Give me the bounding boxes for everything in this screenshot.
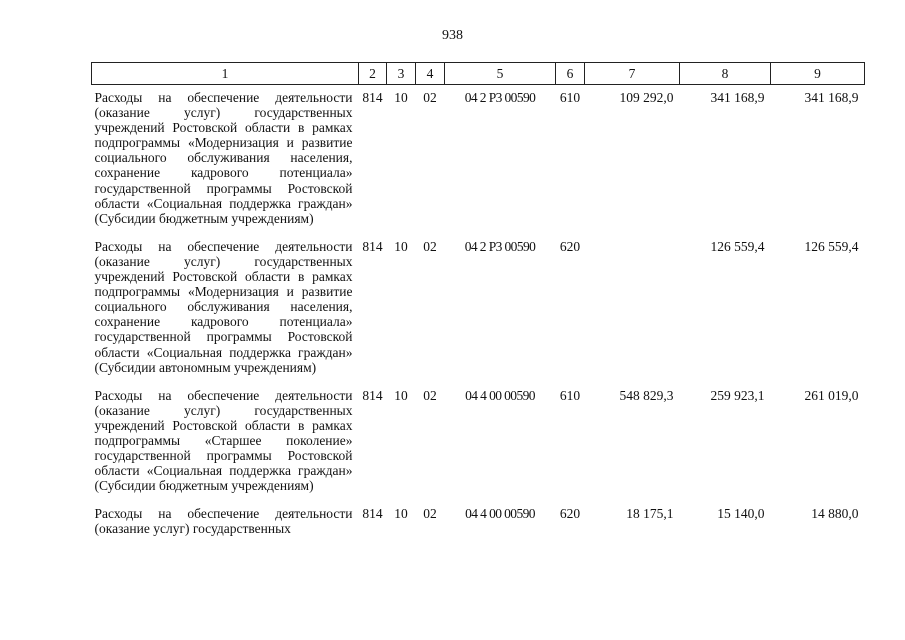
column-header-8: 8: [680, 63, 771, 85]
cell-amount-col8: 341 168,9: [710, 90, 765, 105]
column-header-1: 1: [92, 63, 359, 85]
cell-expense-type: 620: [559, 506, 581, 522]
column-header-5: 5: [445, 63, 556, 85]
cell-expense-type: 620: [559, 238, 581, 254]
cell-ministry-code: 814: [362, 90, 383, 105]
page-number: 938: [442, 28, 463, 43]
cell-amount-col8: 15 140,0: [717, 506, 765, 522]
cell-amount-col8: 126 559,4: [710, 238, 765, 254]
cell-target-article: 04 2 Р3 00590: [464, 238, 536, 254]
table-row: [92, 501, 865, 544]
table-body: [92, 85, 865, 545]
column-header-4: 4: [416, 63, 445, 85]
cell-target-article: 04 2 Р3 00590: [464, 90, 536, 105]
cell-amount-col7: 109 292,0: [619, 90, 674, 105]
column-header-9: 9: [771, 63, 865, 85]
cell-section: 10: [394, 238, 408, 254]
cell-target-article: 04 4 00 00590: [465, 387, 535, 403]
cell-amount-col9: 14 880,0: [811, 506, 859, 522]
row-description: Расходы на обеспечение деятельности (оказание услуг) государственных учреждений Ростовской области в рамках подпрограммы «Старшее поколение» государственной программы Ростовской области «Социальная поддержка граждан» (Субсидии бюджетным учреждениям): [94, 387, 353, 494]
row-description: Расходы на обеспечение деятельности (оказание услуг) государственных учреждений Ростовской области в рамках подпрограммы «Модернизация и развитие социального обслуживания населения, сохранение кадрового потенциала» государственной программы Ростовской области «Социальная поддержка граждан» (Субсидии бюджетным учреждениям): [94, 90, 353, 226]
cell-section: 10: [394, 387, 408, 403]
table-row: [92, 383, 865, 502]
cell-subsection: 02: [423, 238, 437, 254]
cell-ministry-code: 814: [362, 387, 383, 403]
header-row: [92, 63, 865, 85]
cell-amount-col7: [585, 234, 680, 383]
cell-target-article: 04 4 00 00590: [465, 506, 535, 522]
table-row: [92, 85, 865, 234]
cell-subsection: 02: [423, 90, 437, 105]
budget-table: [91, 62, 865, 545]
cell-amount-col9: 126 559,4: [804, 238, 859, 254]
cell-amount-col9: 341 168,9: [804, 90, 859, 105]
column-header-2: 2: [359, 63, 387, 85]
cell-expense-type: 610: [559, 387, 581, 403]
column-header-7: 7: [585, 63, 680, 85]
table-row: [92, 234, 865, 383]
cell-amount-col9: 261 019,0: [804, 387, 859, 403]
cell-ministry-code: 814: [362, 506, 383, 522]
table-header: [92, 63, 865, 85]
cell-amount-col7: 548 829,3: [619, 387, 674, 403]
cell-amount-col7: 18 175,1: [626, 506, 674, 522]
cell-section: 10: [394, 90, 408, 105]
cell-section: 10: [394, 506, 408, 522]
column-header-3: 3: [387, 63, 416, 85]
cell-amount-col8: 259 923,1: [710, 387, 765, 403]
row-description: Расходы на обеспечение деятельности (оказание услуг) государственных: [94, 506, 353, 537]
cell-expense-type: 610: [559, 90, 581, 105]
column-header-6: 6: [556, 63, 585, 85]
cell-ministry-code: 814: [362, 238, 383, 254]
cell-subsection: 02: [423, 506, 437, 522]
cell-subsection: 02: [423, 387, 437, 403]
row-description: Расходы на обеспечение деятельности (оказание услуг) государственных учреждений Ростовской области в рамках подпрограммы «Модернизация и развитие социального обслуживания населения, сохранение кадрового потенциала» государственной программы Ростовской области «Социальная поддержка граждан» (Субсидии автономным учреждениям): [94, 238, 353, 375]
